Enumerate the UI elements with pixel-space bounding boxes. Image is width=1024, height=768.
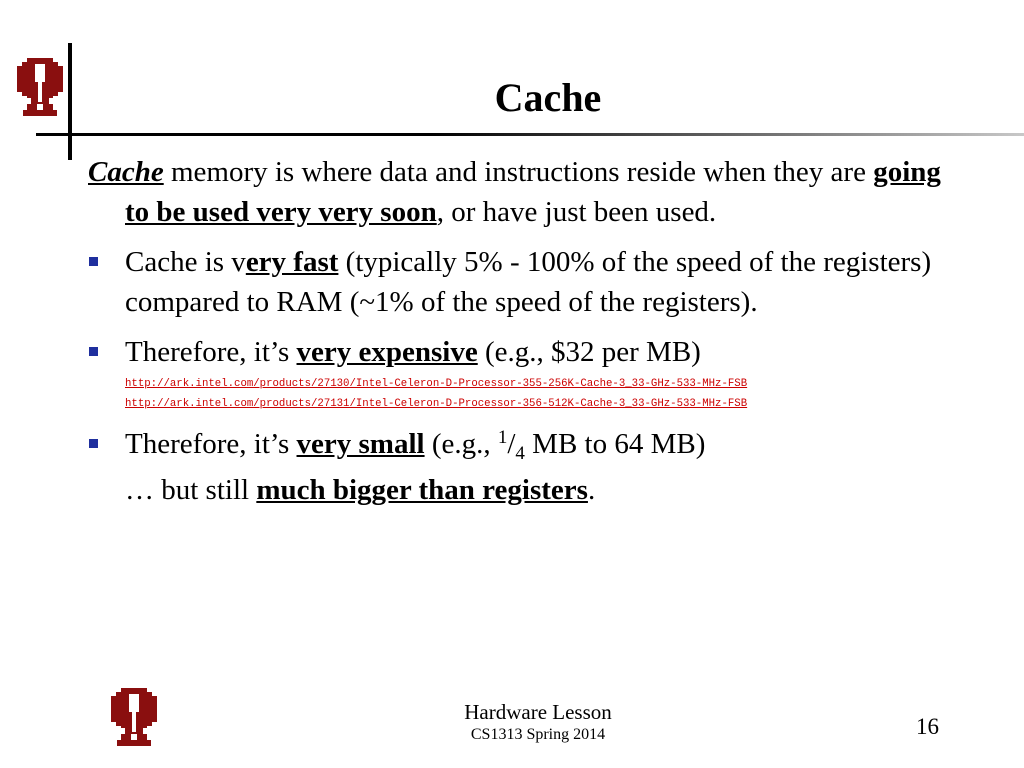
reference-links [125, 374, 968, 414]
bullet-square-icon [89, 439, 98, 448]
bullet-cost-emphasis: very expensive [296, 336, 478, 368]
continuation-emphasis: much bigger than registers [256, 474, 588, 506]
title-horizontal-rule [36, 133, 1024, 136]
bullet-size-text-1: Therefore, it’s [125, 428, 297, 460]
slide-number: 16 [916, 714, 939, 739]
bullet-cost-text-1: Therefore, it’s [125, 336, 297, 368]
continuation-text-1: … but still [125, 474, 257, 506]
intro-text-2: , or have just been used. [436, 196, 717, 228]
cache-term: Cache [88, 156, 164, 188]
bullet-size [88, 424, 968, 510]
continuation-text-2: . [587, 474, 596, 506]
continuation-line [125, 470, 968, 510]
bullet-size-text-3: MB to 64 MB) [524, 428, 706, 460]
fraction-numerator: 1 [497, 427, 508, 448]
bullet-list [88, 242, 968, 510]
bullet-speed-text-1: Cache is v [125, 246, 246, 278]
bullet-speed [88, 242, 968, 322]
intro-emphasis: going to be used very very soon [125, 156, 941, 228]
bullet-size-text-2: (e.g., [424, 428, 498, 460]
ou-logo-icon [14, 56, 66, 120]
footer-lesson-title: Hardware Lesson [464, 700, 612, 724]
fraction-denominator: 4 [515, 443, 525, 464]
ou-logo-footer-icon [108, 686, 160, 750]
bullet-size-emphasis: very small [296, 428, 425, 460]
reference-link-2[interactable]: http://ark.intel.com/products/27131/Intel-Celeron-D-Processor-356-512K-Cache-3_33-GHz-533-MHz-FSB [125, 398, 748, 410]
slide-footer [420, 700, 656, 746]
intro-text-1: memory is where data and instructions reside when they are [163, 156, 874, 188]
intro-paragraph [88, 152, 968, 232]
bullet-square-icon [89, 347, 98, 356]
fraction-slash: / [507, 428, 516, 460]
bullet-square-icon [89, 257, 98, 266]
bullet-speed-emphasis: ery fast [245, 246, 339, 278]
footer-course: CS1313 Spring 2014 [470, 726, 606, 743]
reference-link-1[interactable]: http://ark.intel.com/products/27130/Intel-Celeron-D-Processor-355-256K-Cache-3_33-GHz-533-MHz-FSB [125, 378, 748, 390]
slide-body [88, 152, 968, 520]
bullet-speed-text-2: (typically 5% - 100% of the speed of the registers) compared to RAM (~1% of the speed of the registers). [125, 246, 932, 318]
bullet-cost-text-2: (e.g., $32 per MB) [477, 336, 701, 368]
bullet-cost [88, 332, 968, 414]
slide-title: Cache [494, 75, 602, 120]
